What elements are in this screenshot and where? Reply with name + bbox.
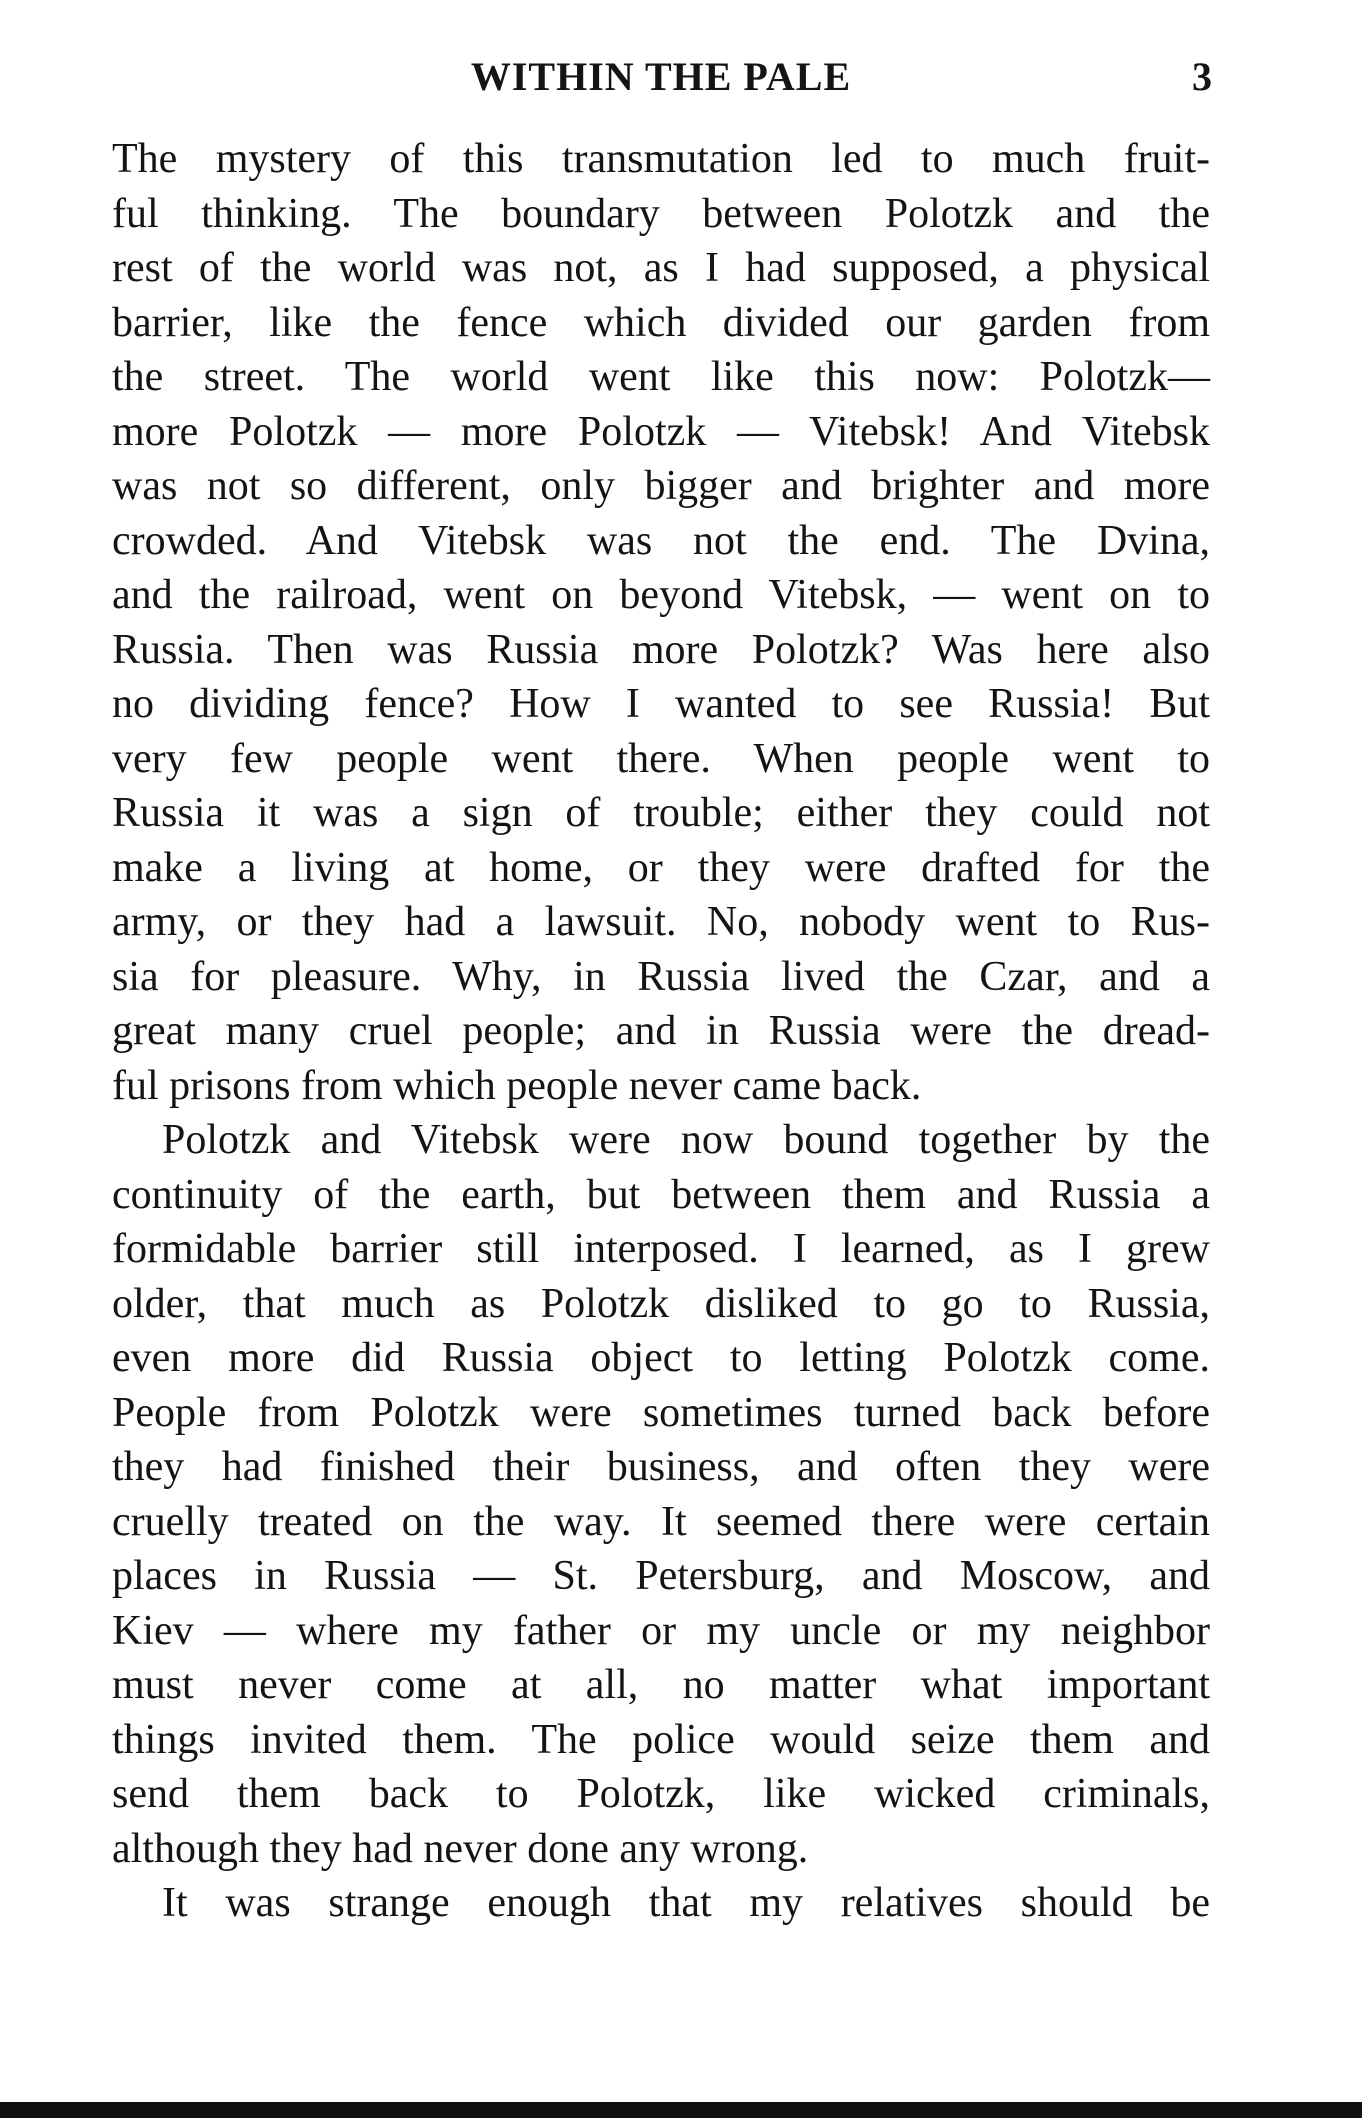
text-line: was not so different, only bigger and brighter and more: [112, 463, 1210, 509]
text-line: rest of the world was not, as I had supposed, a physical: [112, 245, 1210, 291]
text-line: Polotzk and Vitebsk were now bound together by the: [162, 1117, 1210, 1163]
text-line: It was strange enough that my relatives should be: [162, 1880, 1210, 1926]
text-line: cruelly treated on the way. It seemed there were certain: [112, 1498, 1210, 1545]
text-line: older, that much as Polotzk disliked to go to Russia,: [112, 1280, 1210, 1327]
text-line: although they had never done any wrong.: [112, 1825, 809, 1872]
text-line: sia for pleasure. Why, in Russia lived the Czar, and a: [112, 953, 1210, 1000]
scan-bottom-edge: [0, 2102, 1362, 2118]
text-line: formidable barrier still interposed. I learned, as I grew: [112, 1226, 1210, 1272]
text-line: even more did Russia object to letting Polotzk come.: [112, 1335, 1210, 1381]
text-line: send them back to Polotzk, like wicked criminals,: [112, 1771, 1210, 1817]
running-head: [110, 52, 1212, 102]
text-line: crowded. And Vitebsk was not the end. The Dvina,: [112, 517, 1210, 564]
paragraph-2: [112, 1113, 1210, 1876]
text-line: the street. The world went like this now: Polotzk—: [112, 354, 1210, 400]
page-number: 3: [1192, 54, 1212, 99]
text-line: ful prisons from which people never came back.: [112, 1062, 922, 1109]
text-line: must never come at all, no matter what important: [112, 1662, 1210, 1708]
text-line: places in Russia — St. Petersburg, and Moscow, and: [112, 1553, 1210, 1599]
text-line: continuity of the earth, but between them and Russia a: [112, 1171, 1210, 1218]
body-text: [112, 132, 1210, 1931]
text-line: things invited them. The police would seize them and: [112, 1716, 1210, 1763]
text-line: and the railroad, went on beyond Vitebsk, — went on to: [112, 572, 1210, 618]
text-line: they had finished their business, and often they were: [112, 1444, 1210, 1490]
text-line: ful thinking. The boundary between Polotzk and the: [112, 190, 1210, 237]
paragraph-3: [112, 1876, 1210, 1931]
paragraph-1: [112, 132, 1210, 1113]
text-line: no dividing fence? How I wanted to see Russia! But: [112, 681, 1210, 727]
text-line: barrier, like the fence which divided our garden from: [112, 299, 1210, 346]
text-line: army, or they had a lawsuit. No, nobody went to Rus-: [112, 899, 1210, 945]
text-line: The mystery of this transmutation led to much fruit-: [112, 136, 1210, 182]
text-line: more Polotzk — more Polotzk — Vitebsk! And Vitebsk: [112, 408, 1210, 455]
text-line: People from Polotzk were sometimes turned back before: [112, 1389, 1210, 1436]
running-title: WITHIN THE PALE: [470, 54, 852, 99]
text-line: Russia. Then was Russia more Polotzk? Was here also: [112, 626, 1210, 673]
text-line: very few people went there. When people went to: [112, 735, 1210, 782]
text-line: great many cruel people; and in Russia were the dread-: [112, 1008, 1210, 1054]
text-line: Kiev — where my father or my uncle or my neighbor: [112, 1607, 1210, 1654]
text-line: make a living at home, or they were drafted for the: [112, 844, 1210, 891]
text-line: Russia it was a sign of trouble; either they could not: [112, 790, 1210, 836]
